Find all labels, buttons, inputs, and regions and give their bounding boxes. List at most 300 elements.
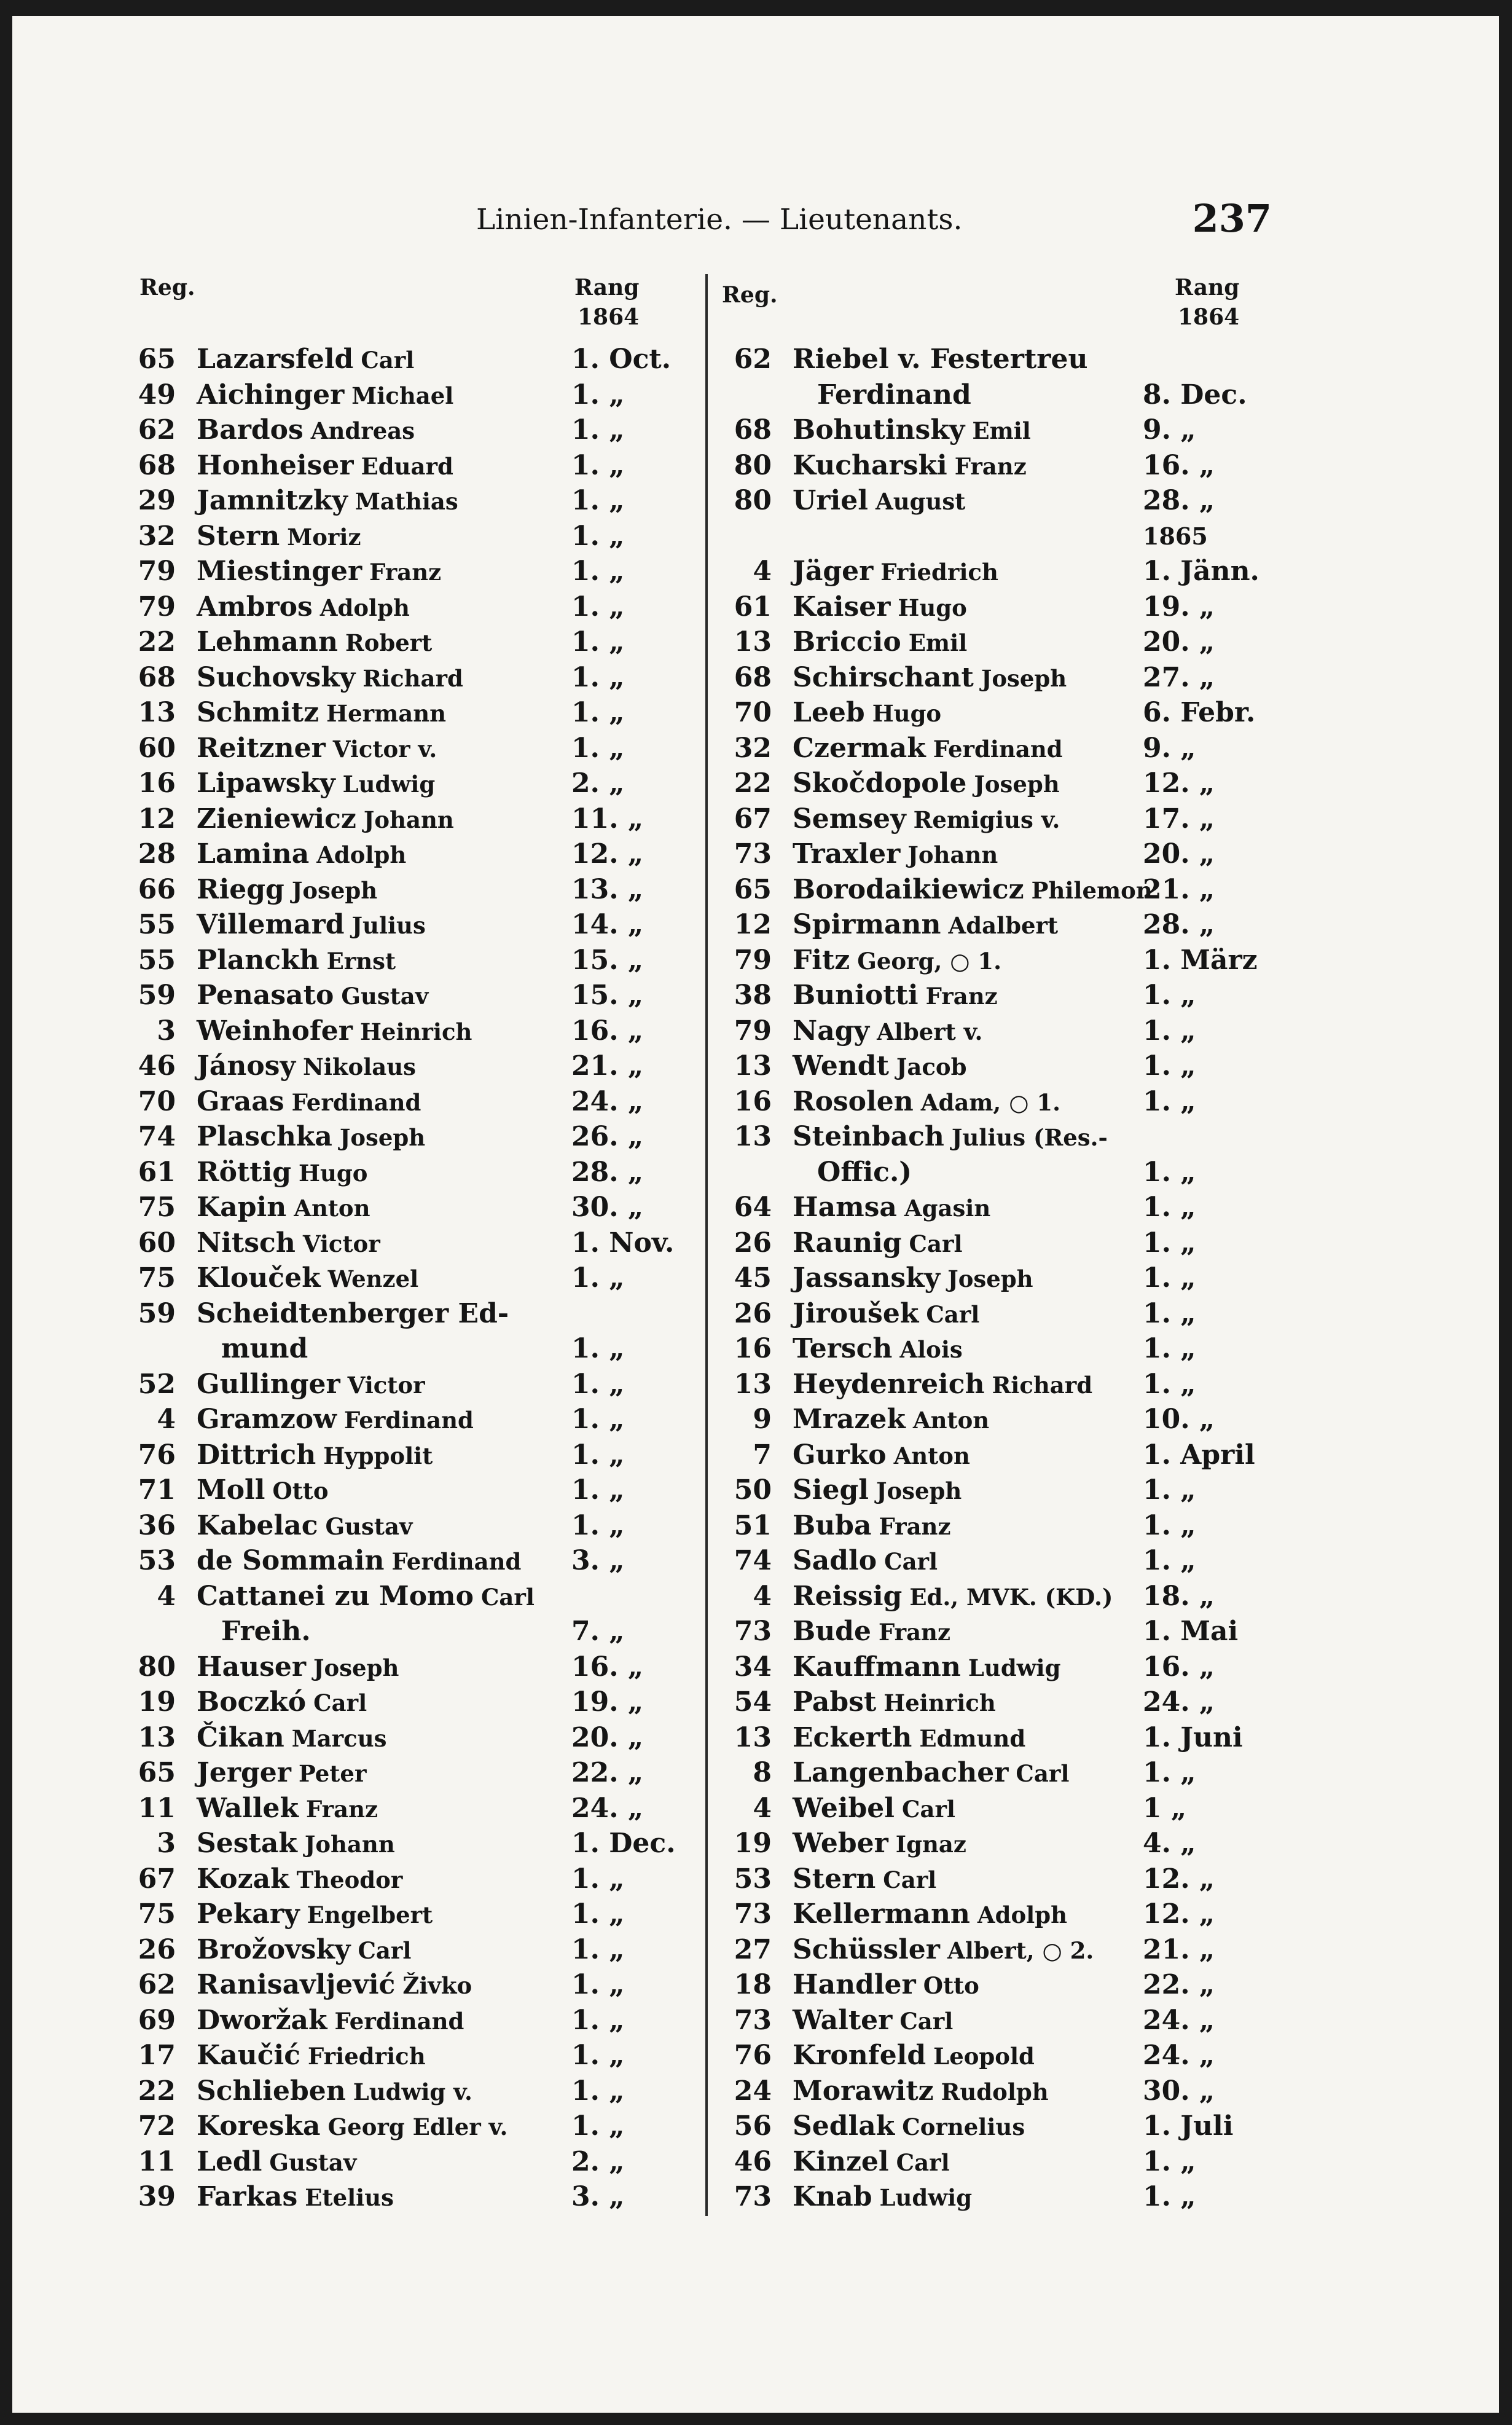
list-item xyxy=(713,1967,1275,2003)
regiment-number: 11 xyxy=(138,1792,176,1824)
regiment-number: 13 xyxy=(138,697,176,728)
regiment-number: 79 xyxy=(734,1015,772,1047)
regiment-number: 54 xyxy=(734,1686,772,1718)
rank-date: 1. „ xyxy=(1143,1262,1196,1294)
officer-name xyxy=(793,1579,1113,1616)
rank-date: 1. „ xyxy=(1143,1509,1196,1541)
list-item xyxy=(713,589,1275,625)
list-item xyxy=(713,907,1275,943)
surname: Rosolen xyxy=(793,1085,914,1117)
regiment-number: 16 xyxy=(734,1085,772,1117)
rank-date: 1. Nov. xyxy=(571,1227,675,1259)
regiment-number: 13 xyxy=(734,626,772,658)
regiment-number: 4 xyxy=(753,556,772,587)
given-name: Ferdinand xyxy=(291,1088,421,1116)
officer-name xyxy=(197,1543,521,1580)
list-item xyxy=(117,1084,682,1120)
surname: Kaučić xyxy=(197,2040,301,2071)
surname: Lipawsky xyxy=(197,768,335,799)
given-name: Anton xyxy=(294,1195,370,1222)
given-name: Emil xyxy=(972,417,1031,444)
surname: Kellermann xyxy=(793,1898,970,1930)
rank-date: 1865 xyxy=(1143,522,1208,550)
officer-name xyxy=(197,1296,516,1333)
surname: Hamsa xyxy=(793,1192,897,1223)
officer-name xyxy=(197,766,435,803)
given-name: Friedrich xyxy=(880,559,998,586)
given-name: Franz xyxy=(878,1619,950,1646)
given-name: Marcus xyxy=(291,1724,387,1752)
list-item xyxy=(713,1755,1275,1791)
given-name: Ignaz xyxy=(895,1831,966,1858)
surname: Kabelac xyxy=(197,1509,318,1541)
list-item xyxy=(713,2073,1275,2109)
officer-name xyxy=(197,1508,412,1545)
officer-name xyxy=(197,1367,425,1404)
officer-name xyxy=(793,448,1027,485)
regiment-number: 71 xyxy=(138,1474,176,1506)
officer-name xyxy=(793,1896,1067,1933)
rank-date: 24. „ xyxy=(1143,1686,1215,1718)
list-item xyxy=(713,660,1275,696)
given-name: Carl xyxy=(883,1866,937,1893)
given-name: Ernst xyxy=(326,947,396,975)
rank-date: 1. „ xyxy=(571,697,625,728)
rank-date: 26. „ xyxy=(571,1121,644,1152)
list-item xyxy=(117,1579,682,1614)
regiment-number: 36 xyxy=(138,1509,176,1541)
right-column xyxy=(713,342,1275,2215)
regiment-number: 46 xyxy=(138,1050,176,1082)
officer-name xyxy=(793,836,998,873)
given-name: Philemon xyxy=(1031,876,1153,904)
rank-date: 1. „ xyxy=(571,1333,625,1364)
right-year-header: 1864 xyxy=(1178,304,1240,330)
surname: Reitzner xyxy=(197,732,326,764)
surname: Schirschant xyxy=(793,661,974,693)
officer-name xyxy=(197,1260,418,1297)
given-name: Engelbert xyxy=(307,1901,433,1928)
surname: Tersch xyxy=(793,1333,893,1364)
officer-name xyxy=(197,1119,425,1156)
regiment-number: 80 xyxy=(734,449,772,481)
surname: Boczkó xyxy=(197,1686,307,1718)
regiment-number: 39 xyxy=(138,2181,176,2212)
list-item xyxy=(117,1331,682,1367)
list-item xyxy=(713,1260,1275,1296)
list-item xyxy=(713,2179,1275,2215)
list-item xyxy=(713,377,1275,413)
list-item xyxy=(713,872,1275,908)
officer-name xyxy=(197,2109,507,2145)
given-name: Hyppolit xyxy=(323,1442,433,1469)
regiment-number: 68 xyxy=(138,449,176,481)
regiment-number: 24 xyxy=(734,2075,772,2107)
officer-name xyxy=(793,1331,963,1368)
surname: Kozak xyxy=(197,1863,289,1895)
rank-date: 3. „ xyxy=(571,2181,625,2212)
given-name: Georg Edler v. xyxy=(327,2113,508,2140)
rank-date: 1. „ xyxy=(571,449,625,481)
given-name: Nikolaus xyxy=(303,1053,416,1080)
officer-name xyxy=(197,1826,395,1863)
regiment-number: 79 xyxy=(138,556,176,587)
regiment-number: 73 xyxy=(734,2004,772,2036)
rank-date: 20. „ xyxy=(1143,626,1215,658)
list-item xyxy=(117,1367,682,1402)
rank-date: 2. „ xyxy=(571,768,625,799)
officer-name xyxy=(197,1225,380,1262)
list-item xyxy=(713,978,1275,1013)
list-item xyxy=(713,1720,1275,1756)
list-item xyxy=(117,1791,682,1826)
surname: Siegl xyxy=(793,1474,869,1506)
list-item xyxy=(117,2003,682,2038)
given-name: Carl xyxy=(926,1300,980,1328)
officer-name xyxy=(793,1932,1094,1969)
surname: Eckerth xyxy=(793,1721,912,1753)
list-item xyxy=(117,1296,682,1332)
list-item xyxy=(713,1684,1275,1720)
rank-date: 22. „ xyxy=(1143,1969,1215,2000)
given-name: Franz xyxy=(306,1795,378,1823)
officer-name xyxy=(793,660,1067,697)
officer-name xyxy=(197,836,406,873)
given-name: Hermann xyxy=(326,700,447,727)
given-name: Andreas xyxy=(310,417,415,444)
given-name: Carl xyxy=(361,347,415,374)
surname: Schmitz xyxy=(197,697,319,728)
officer-name xyxy=(793,1437,970,1474)
regiment-number: 65 xyxy=(138,1757,176,1788)
regiment-number: 64 xyxy=(734,1192,772,1223)
regiment-number: 69 xyxy=(138,2004,176,2036)
left-year-header: 1864 xyxy=(578,304,640,330)
regiment-number: 75 xyxy=(138,1192,176,1223)
rank-date: 1. „ xyxy=(571,414,625,446)
rank-date: 1. „ xyxy=(1143,1474,1196,1506)
officer-name xyxy=(793,731,1063,768)
regiment-number: 45 xyxy=(734,1262,772,1294)
given-name: Julius xyxy=(351,912,426,939)
rank-date: 10. „ xyxy=(1143,1404,1215,1435)
rank-date: 28. „ xyxy=(571,1156,644,1188)
rank-date: 1. Juli xyxy=(1143,2110,1234,2142)
officer-name xyxy=(197,2144,356,2181)
surname: Handler xyxy=(793,1969,916,2000)
surname: Cattanei zu Momo xyxy=(197,1580,474,1612)
list-item xyxy=(117,1896,682,1932)
rank-date: 22. „ xyxy=(571,1757,644,1788)
list-item xyxy=(117,624,682,660)
list-item xyxy=(117,1543,682,1579)
right-rang-header: Rang xyxy=(1175,275,1240,301)
surname: Raunig xyxy=(793,1227,902,1259)
list-item xyxy=(713,801,1275,837)
rank-date: 15. „ xyxy=(571,980,644,1011)
given-name: Remigius v. xyxy=(913,806,1060,833)
officer-name xyxy=(197,978,428,1015)
rank-date: 1. Juni xyxy=(1143,1721,1243,1753)
officer-name xyxy=(793,872,1153,909)
rank-date: 1. „ xyxy=(1143,1085,1196,1117)
officer-name xyxy=(197,1649,399,1686)
officer-name xyxy=(793,1190,990,1227)
surname: Bude xyxy=(793,1616,871,1647)
regiment-number: 80 xyxy=(734,485,772,516)
surname: Langenbacher xyxy=(793,1757,1009,1788)
list-item xyxy=(117,1013,682,1049)
surname: Walter xyxy=(793,2004,893,2036)
given-name: Cornelius xyxy=(902,2113,1025,2140)
regiment-number: 79 xyxy=(734,944,772,976)
list-item xyxy=(713,1861,1275,1897)
officer-name xyxy=(197,1755,366,1792)
list-item xyxy=(713,2109,1275,2144)
surname: Ambros xyxy=(197,591,313,623)
list-item xyxy=(117,1508,682,1544)
officer-name xyxy=(793,978,998,1015)
regiment-number: 56 xyxy=(734,2110,772,2142)
given-name: Joseph xyxy=(313,1654,399,1681)
rank-date: 24. „ xyxy=(1143,2040,1215,2071)
rank-date: 1. Dec. xyxy=(571,1828,676,1859)
given-name: Peter xyxy=(298,1760,367,1787)
surname: Ferdinand xyxy=(817,379,971,411)
rank-date: 30. „ xyxy=(1143,2075,1215,2107)
officer-name xyxy=(197,1437,433,1474)
surname: Czermak xyxy=(793,732,926,764)
given-name: Jacob xyxy=(896,1053,967,1080)
rank-date: 1. „ xyxy=(1143,1757,1196,1788)
surname: Planckh xyxy=(197,944,319,976)
rank-date: 1. „ xyxy=(571,1969,625,2000)
officer-name xyxy=(197,483,458,520)
given-name: Ludwig xyxy=(968,1654,1061,1681)
officer-name xyxy=(793,1084,1060,1121)
rank-date: 1. „ xyxy=(1143,1192,1196,1223)
rank-date: 1. „ xyxy=(571,591,625,623)
surname: Steinbach xyxy=(793,1121,944,1152)
officer-name xyxy=(197,1791,378,1828)
given-name: Otto xyxy=(923,1972,979,1999)
officer-name xyxy=(793,1048,966,1085)
surname: Suchovsky xyxy=(197,661,356,693)
list-item xyxy=(713,1826,1275,1861)
surname: Honheiser xyxy=(197,449,354,481)
regiment-number: 65 xyxy=(734,873,772,905)
regiment-number: 7 xyxy=(753,1439,772,1471)
regiment-number: 62 xyxy=(734,344,772,375)
regiment-number: 73 xyxy=(734,838,772,870)
list-item xyxy=(713,448,1275,484)
given-name: Carl xyxy=(909,1230,963,1257)
rank-date: 12. „ xyxy=(1143,1863,1215,1895)
regiment-number: 16 xyxy=(138,768,176,799)
rank-date: 20. „ xyxy=(1143,838,1215,870)
regiment-number: 59 xyxy=(138,1297,176,1329)
surname: Koreska xyxy=(197,2110,321,2142)
surname: Riebel v. Festertreu xyxy=(793,344,1088,375)
rank-date: 1. „ xyxy=(571,1474,625,1506)
given-name: Carl xyxy=(313,1689,367,1716)
rank-date: 12. „ xyxy=(1143,1898,1215,1930)
regiment-number: 8 xyxy=(753,1757,772,1788)
officer-name xyxy=(793,554,998,591)
rank-date: 1. „ xyxy=(571,485,625,516)
regiment-number: 68 xyxy=(734,414,772,446)
officer-name xyxy=(197,448,453,485)
surname: Kapin xyxy=(197,1192,287,1223)
surname: Pabst xyxy=(793,1686,877,1718)
regiment-number: 67 xyxy=(734,803,772,835)
list-item xyxy=(117,872,682,908)
regiment-number: 22 xyxy=(138,2075,176,2107)
list-item xyxy=(117,836,682,872)
officer-name xyxy=(793,1260,1033,1297)
list-item xyxy=(713,1472,1275,1508)
surname: Skočdopole xyxy=(793,768,967,799)
given-name: Julius (Res.- xyxy=(951,1124,1108,1151)
officer-name xyxy=(197,554,441,591)
list-item xyxy=(713,1649,1275,1685)
given-name: Rudolph xyxy=(941,2078,1049,2105)
rank-date: 1. „ xyxy=(571,379,625,411)
column-divider xyxy=(705,274,708,2216)
regiment-number: 72 xyxy=(138,2110,176,2142)
surname: Ledl xyxy=(197,2145,262,2177)
list-item xyxy=(117,589,682,625)
regiment-number: 26 xyxy=(734,1227,772,1259)
surname: Weibel xyxy=(793,1792,895,1824)
rank-date: 18. „ xyxy=(1143,1580,1215,1612)
page-number: 237 xyxy=(1192,196,1272,241)
officer-name xyxy=(197,660,463,697)
rank-date: 24. „ xyxy=(571,1085,644,1117)
given-name: Alois xyxy=(899,1336,963,1363)
surname: Röttig xyxy=(197,1156,292,1188)
regiment-number: 61 xyxy=(734,591,772,623)
list-item xyxy=(713,2003,1275,2038)
officer-name xyxy=(197,377,453,414)
given-name: Ludwig v. xyxy=(353,2078,472,2105)
regiment-number: 46 xyxy=(734,2145,772,2177)
officer-name xyxy=(197,519,361,556)
rank-date: 1. „ xyxy=(571,1404,625,1435)
regiment-number: 73 xyxy=(734,2181,772,2212)
rank-date: 16. „ xyxy=(1143,449,1215,481)
list-item xyxy=(117,1260,682,1296)
given-name: Michael xyxy=(351,382,454,409)
officer-name xyxy=(197,731,437,768)
given-name: Edmund xyxy=(919,1724,1026,1752)
officer-name xyxy=(197,1402,474,1439)
regiment-number: 16 xyxy=(734,1333,772,1364)
regiment-number: 50 xyxy=(734,1474,772,1506)
regiment-number: 53 xyxy=(734,1863,772,1895)
list-item xyxy=(117,2038,682,2073)
surname: Knab xyxy=(793,2181,872,2212)
officer-name xyxy=(793,1720,1025,1757)
regiment-number: 49 xyxy=(138,379,176,411)
regiment-number: 70 xyxy=(138,1085,176,1117)
officer-name xyxy=(197,1155,367,1192)
rank-date: 1. „ xyxy=(571,1368,625,1400)
given-name: Gustav xyxy=(269,2148,357,2176)
given-name: Moriz xyxy=(287,523,361,551)
rank-date: 14. „ xyxy=(571,909,644,940)
surname: Gramzow xyxy=(197,1404,337,1435)
surname: Buniotti xyxy=(793,980,919,1011)
regiment-number: 4 xyxy=(157,1580,176,1612)
list-item xyxy=(117,1932,682,1968)
surname: Gurko xyxy=(793,1439,887,1471)
officer-name xyxy=(221,1614,318,1651)
officer-name xyxy=(793,1967,979,2004)
regiment-number: 73 xyxy=(734,1616,772,1647)
rank-date: 1. „ xyxy=(571,1863,625,1895)
rank-date: 15. „ xyxy=(571,944,644,976)
list-item xyxy=(117,519,682,554)
surname: Schüssler xyxy=(793,1933,940,1965)
officer-name xyxy=(793,2003,953,2040)
rank-date: 11. „ xyxy=(571,803,644,835)
regiment-number: 28 xyxy=(138,838,176,870)
list-item xyxy=(713,1579,1275,1614)
regiment-number: 4 xyxy=(753,1580,772,1612)
regiment-number: 19 xyxy=(734,1828,772,1859)
given-name: Robert xyxy=(345,629,433,656)
officer-name xyxy=(197,1190,370,1227)
surname: Heydenreich xyxy=(793,1368,985,1400)
officer-name xyxy=(793,943,1001,980)
rank-date: 1. „ xyxy=(571,1509,625,1541)
rank-date: 1. „ xyxy=(1143,1545,1196,1576)
given-name: Johann xyxy=(304,1831,395,1858)
regiment-number: 52 xyxy=(138,1368,176,1400)
list-item xyxy=(117,448,682,484)
list-item xyxy=(713,554,1275,589)
officer-name xyxy=(793,1614,950,1651)
list-item xyxy=(117,1826,682,1861)
rank-date: 24. „ xyxy=(571,1792,644,1824)
given-name: Joseph xyxy=(981,664,1067,692)
surname: Kauffmann xyxy=(793,1651,961,1683)
regiment-number: 3 xyxy=(157,1015,176,1047)
officer-name xyxy=(197,1013,472,1050)
list-item xyxy=(117,2109,682,2144)
regiment-number: 70 xyxy=(734,697,772,728)
surname: Penasato xyxy=(197,980,334,1011)
officer-name xyxy=(793,1402,989,1439)
surname: Stern xyxy=(197,520,280,552)
officer-name xyxy=(197,907,426,944)
rank-date: 1. „ xyxy=(571,2110,625,2142)
given-name: Joseph xyxy=(339,1124,426,1151)
regiment-number: 13 xyxy=(734,1121,772,1152)
list-item xyxy=(117,2144,682,2180)
regiment-number: 12 xyxy=(734,909,772,940)
rank-date: 12. „ xyxy=(1143,768,1215,799)
rank-date: 16. „ xyxy=(571,1015,644,1047)
list-item xyxy=(117,342,682,377)
list-item xyxy=(713,1791,1275,1826)
list-item xyxy=(713,1402,1275,1437)
regiment-number: 26 xyxy=(734,1297,772,1329)
list-item xyxy=(713,2038,1275,2073)
rank-date: 2. „ xyxy=(571,2145,625,2177)
regiment-number: 13 xyxy=(734,1368,772,1400)
